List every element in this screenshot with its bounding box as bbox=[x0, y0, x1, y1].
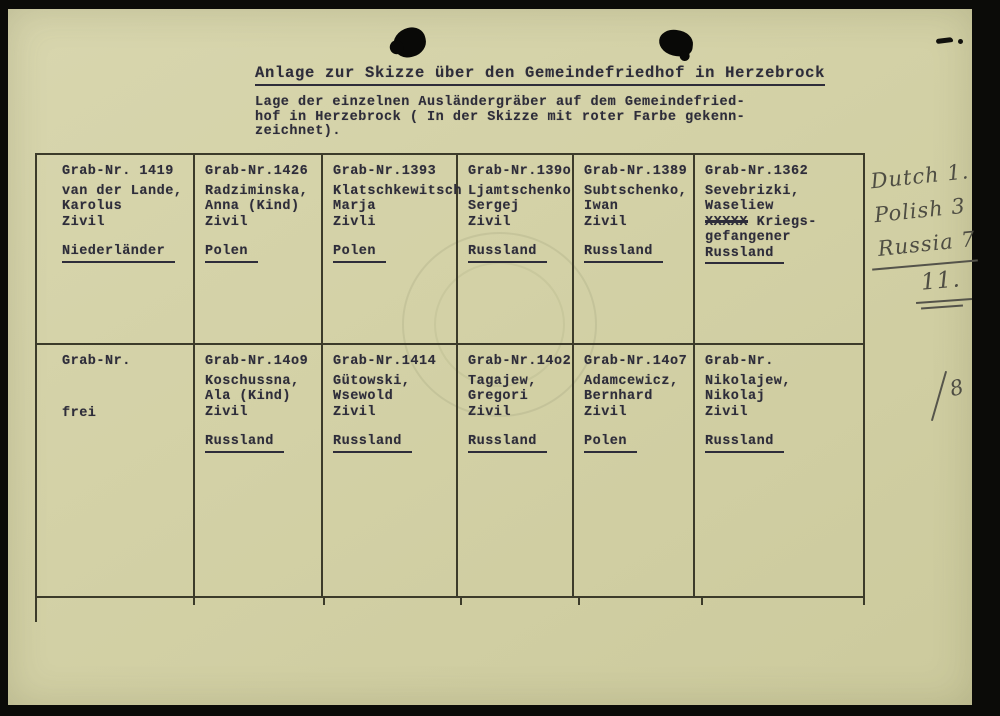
nationality-label: Russland bbox=[705, 434, 784, 453]
grave-detail-line: Sevebrizki, bbox=[705, 183, 800, 199]
grave-number: Grab-Nr.14o2 bbox=[468, 354, 572, 369]
grave-number: Grab-Nr.14o7 bbox=[584, 354, 688, 369]
grave-cell bbox=[695, 345, 863, 596]
grave-cell bbox=[574, 345, 695, 596]
nationality-label: Russland bbox=[468, 434, 547, 453]
grave-cell bbox=[695, 155, 863, 345]
grave-detail-line: Zivil bbox=[584, 214, 628, 230]
nationality-label: Russland bbox=[705, 246, 784, 265]
grave-cell bbox=[37, 345, 195, 596]
grave-detail-line: Zivil bbox=[333, 404, 377, 420]
grave-detail-line bbox=[705, 215, 857, 231]
rule-tail bbox=[35, 598, 37, 622]
grave-detail-line: van der Lande, bbox=[62, 183, 183, 199]
grave-number: Grab-Nr.1414 bbox=[333, 354, 437, 369]
rule-tail bbox=[460, 598, 462, 605]
grave-cell bbox=[195, 345, 323, 596]
nationality-label: Polen bbox=[584, 434, 637, 453]
rule-tail bbox=[323, 598, 325, 605]
rule-tail bbox=[863, 598, 865, 605]
grave-detail-line: Adamcewicz, bbox=[584, 373, 679, 389]
grave-number: Grab-Nr.1426 bbox=[205, 164, 309, 179]
subtitle-line: zeichnet). bbox=[255, 124, 342, 139]
grave-detail-line: Tagajew, bbox=[468, 373, 537, 389]
grave-number: Grab-Nr. bbox=[62, 354, 131, 369]
grave-number: Grab-Nr.1393 bbox=[333, 164, 437, 179]
grave-detail-line: Karolus bbox=[62, 199, 123, 214]
grave-detail-line: Iwan bbox=[584, 199, 619, 214]
rule-tail bbox=[701, 598, 703, 605]
grave-detail-line: Zivil bbox=[205, 404, 249, 420]
grave-number: Grab-Nr.14o9 bbox=[205, 354, 309, 369]
grave-detail-line: Klatschkewitsch bbox=[333, 183, 463, 199]
grave-cell bbox=[37, 155, 195, 345]
grave-detail-line: Koschussna, bbox=[205, 373, 300, 389]
handwritten-count: Dutch 1. bbox=[869, 159, 971, 194]
nationality-label: Polen bbox=[333, 244, 386, 263]
grave-detail-line: Zivil bbox=[705, 404, 749, 420]
rule-tail bbox=[193, 598, 195, 605]
grave-detail-line: Wsewold bbox=[333, 389, 394, 404]
grave-detail-line: Anna (Kind) bbox=[205, 199, 300, 214]
grave-detail-line: Nikolajew, bbox=[705, 373, 792, 389]
grave-detail-line: Subtschenko, bbox=[584, 183, 688, 199]
grave-number: Grab-Nr.1362 bbox=[705, 164, 809, 179]
rule-tail bbox=[578, 598, 580, 605]
nationality-label: Polen bbox=[205, 244, 258, 263]
grave-detail-line: Zivil bbox=[205, 214, 249, 230]
grave-number: Grab-Nr. 1419 bbox=[62, 164, 174, 179]
grave-detail-line: gefangener bbox=[705, 230, 792, 245]
grave-number: Grab-Nr.139o bbox=[468, 164, 572, 179]
grave-cell bbox=[574, 155, 695, 345]
nationality-label: Niederländer bbox=[62, 244, 175, 263]
struck-text: XXXXX bbox=[705, 214, 749, 230]
handwritten-counts bbox=[869, 152, 999, 266]
grave-detail-line: Ljamtschenko bbox=[468, 183, 572, 199]
page-subtitle bbox=[255, 96, 745, 140]
handwritten-count: Polish 3 bbox=[873, 193, 967, 228]
handwritten-count: Russia 7 bbox=[876, 226, 977, 262]
grave-detail-line: Ala (Kind) bbox=[205, 389, 292, 404]
subtitle-line: Lage der einzelnen Ausländergräber auf dem Gemeindefried- bbox=[255, 95, 746, 110]
grave-cell bbox=[323, 155, 463, 345]
grave-cell bbox=[458, 345, 574, 596]
subtitle-line: hof in Herzebrock ( In der Skizze mit roter Farbe gekenn- bbox=[255, 109, 746, 125]
grave-detail-line: Nikolaj bbox=[705, 389, 766, 404]
grave-detail-line: Marja bbox=[333, 199, 377, 214]
grave-detail-line: Radziminska, bbox=[205, 183, 309, 199]
grave-detail-line: Zivli bbox=[333, 214, 377, 230]
handwritten-total: 11. bbox=[919, 266, 962, 296]
grave-number: Grab-Nr. bbox=[705, 354, 774, 369]
grave-cell bbox=[323, 345, 458, 596]
page-title: Anlage zur Skizze über den Gemeindefriedhof in Herzebrock bbox=[255, 64, 825, 86]
handwritten-side-mark: 8 bbox=[947, 374, 967, 402]
grave-table bbox=[35, 153, 865, 598]
nationality-label: Russland bbox=[333, 434, 412, 453]
grave-detail-line: Waseliew bbox=[705, 199, 774, 214]
grave-detail-line: Gütowski, bbox=[333, 373, 411, 389]
grave-cell bbox=[195, 155, 323, 345]
grave-number: Grab-Nr.1389 bbox=[584, 164, 688, 179]
grave-detail-line: Gregori bbox=[468, 389, 529, 404]
grave-note: frei bbox=[62, 405, 97, 421]
nationality-label: Russland bbox=[584, 244, 663, 263]
ink-dot-icon bbox=[958, 39, 963, 44]
grave-detail-line: Bernhard bbox=[584, 389, 653, 404]
line-text: Kriegs- bbox=[748, 214, 817, 230]
grave-detail-line: Zivil bbox=[62, 214, 106, 230]
grave-cell bbox=[458, 155, 574, 345]
grave-detail-line: Zivil bbox=[468, 214, 512, 230]
nationality-label: Russland bbox=[468, 244, 547, 263]
nationality-label: Russland bbox=[205, 434, 284, 453]
grave-detail-line: Sergej bbox=[468, 199, 520, 214]
grave-detail-line: Zivil bbox=[584, 404, 628, 420]
grave-detail-line: Zivil bbox=[468, 404, 512, 420]
